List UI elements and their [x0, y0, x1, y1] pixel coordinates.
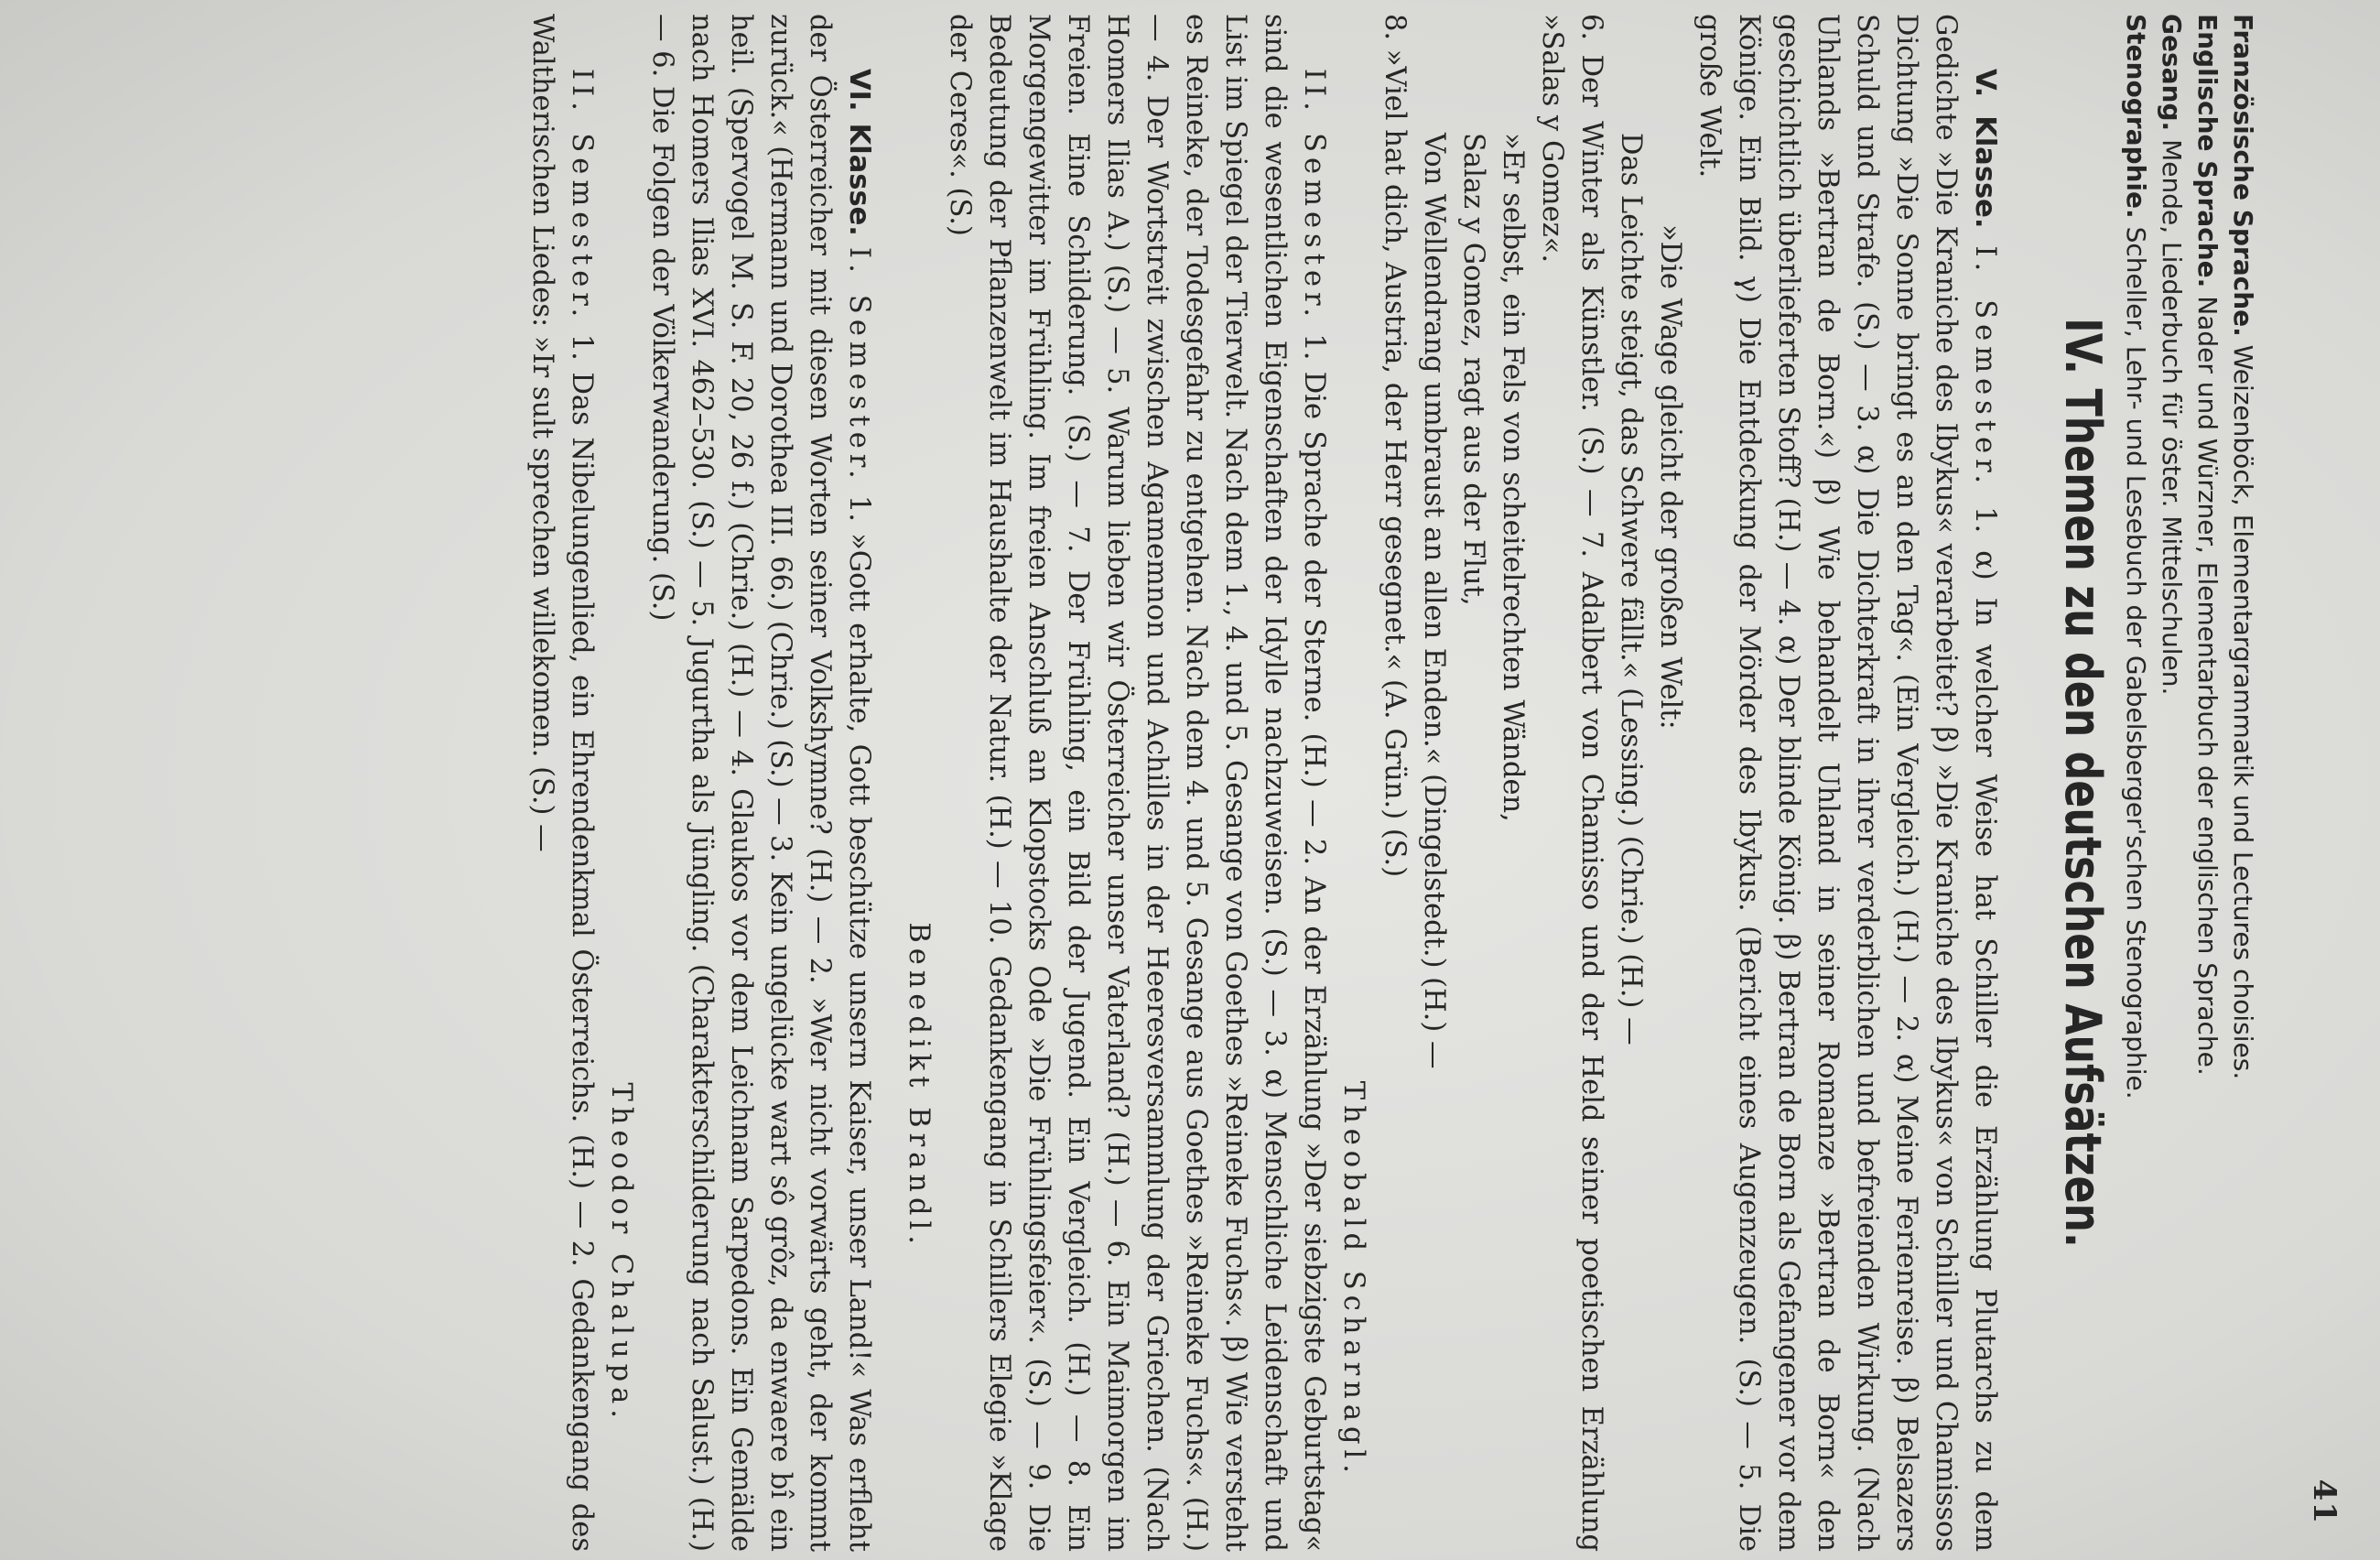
quote-line: Von Wellendrang umbraust an allen Enden.« (Dingelstedt.) (H.) —: [1418, 133, 1450, 1069]
topics-text: 8. »Viel hat dich, Austria, der Herr gesegnet.« (A. Grün.) (S.): [1379, 14, 1411, 878]
topics-text: 1. »Gott erhalte, Gott beschütze unsern Kaiser, unser Land!« Was erfleht der Österreicher mit diesen Worten seiner Volkshymne? (H.) — 2. »Wer nicht vorwärts geht, der kommt zurück.« (Hermann und Dorothea III. 66.) (Chrie.) (S.) — 3. Kein ungelücke wart sô grôz, da enwaere bî ein heil. (Spervogel M. S. F. 20, 26 f.) (Chrie.) (H.) — 4. Glaukos vor dem Leichnam Sarpedons. Ein Gemälde nach Homers Ilias XVI. 462–530. (S.) — 5. Jugurtha als Jüngling. (Charakterschilderung nach Salust.) (H.) — 6. Die Folgen der Völkerwanderung. (S.): [646, 14, 875, 1552]
quote-line: Das Leichte steigt, das Schwere fällt.« (Lessing.) (Chrie.) (H.) —: [1615, 133, 1647, 1045]
subject-name: Englische Sprache.: [2192, 14, 2223, 288]
essay-topics: [523, 14, 2005, 1552]
semester-label: I. Semester.: [1969, 245, 2001, 490]
subject-text: Mende, Liederbuch für öster. Mittelschulen.: [2157, 139, 2187, 696]
author-signature: Theobald Scharnagl.: [1337, 1080, 1369, 1479]
klasse-vi-semester-2: [523, 14, 601, 1552]
class-label: V. Klasse.: [1969, 69, 2001, 229]
list-item: [2154, 14, 2190, 1533]
author-signature: Benedikt Brandl.: [903, 922, 935, 1250]
author-signature: Theodor Chalupa.: [605, 1082, 637, 1424]
class-label: VI. Klasse.: [843, 69, 875, 236]
semester-label: II. Semester.: [1298, 69, 1330, 322]
subject-text: Scheller, Lehr- und Lesebuch der Gabelsberger'schen Stenographie.: [2121, 226, 2151, 1100]
subject-name: Französische Sprache.: [2228, 14, 2258, 337]
quote-line: »Er selbst, ein Fels von scheitelrechten Wänden,: [1497, 133, 1529, 822]
topics-text: 1. α) In welcher Weise hat Schiller die Erzählung Plutarchs zu dem Gedichte »Die Kraniche des Ibykus« verarbeitet? β) »Die Kraniche des Ibykus« von Schiller und Chamissos Dichtung »Die Sonne bringt es an den Tag«. (Ein Vergleich.) (H.) — 2. α) Meine Ferienreise. β) Belsazers Schuld und Strafe. (S.) — 3. α) Die Dichterkraft in ihrer verderblichen und befreienden Wirkung. (Nach Uhlands »Bertran de Born.«) β) Wie behandelt Uhland in seiner Romanze »Bertran de Born« den geschichtlich überlieferten Stoff? (H.) — 4. α) Der blinde König. β) Bertran de Born als Gefangener vor dem Könige. Ein Bild. γ) Die Entdeckung der Mörder des Ibykus. (Bericht eines Augenzeugen. (S.) — 5. Die große Welt.: [1693, 14, 2001, 1552]
subject-text: Nader und Würzner, Elementarbuch der englischen Sprache.: [2192, 296, 2223, 1076]
semester-label: II. Semester.: [566, 69, 598, 323]
subject-name: Stenographie.: [2121, 14, 2151, 219]
semester-label: I. Semester.: [843, 247, 875, 484]
topics-text: 1. Das Nibelungenlied, ein Ehrendenkmal Österreichs. (H.) — 2. Gedankengang des Waltherischen Liedes: »Ir sult sprechen willekomen. (S.) —: [526, 14, 598, 1552]
topics-text: 1. Die Sprache der Sterne. (H.) — 2. An der Erzählung »Der siebzigste Geburtstag« sind die wesentlichen Eigenschaften der Idylle nachzuweisen. (S.) — 3. α) Menschliche Leidenschaft und List im Spiegel der Tierwelt. Nach dem 1., 4. und 5. Gesange von Goethes »Reineke Fuchs«. β) Wie versteht es Reineke, der Todesgefahr zu entgehen. Nach dem 4. und 5. Gesange aus Goethes »Reineke Fuchs«. (H.) — 4. Der Wortstreit zwischen Agamemnon und Achilles in der Heeresversammlung der Griechen. (Nach Homers Ilias A.) (S.) — 5. Warum lieben wir Österreicher unser Vaterland? (H.) — 6. Ein Maimorgen im Freien. Eine Schilderung. (S.) — 7. Der Frühling, ein Bild der Jugend. Ein Vergleich. (H.) — 8. Ein Morgengewitter im Frühling. Im freien Anschluß an Klopstocks Ode »Die Frühlingsfeier«. (S.) — 9. Die Bedeutung der Pflanzenwelt im Haushalte der Natur. (H.) — 10. Gedankengang in Schillers Elegie »Klage der Ceres«. (S.): [944, 14, 1330, 1552]
textbook-list: [2118, 14, 2261, 1533]
klasse-v-semester-2: [940, 14, 1334, 1552]
page-number: 41: [2306, 1479, 2342, 1524]
klasse-vi-semester-1: [643, 14, 879, 1552]
list-item: [2190, 14, 2225, 1533]
list-item: [2118, 14, 2154, 1533]
subject-text: Weizenböck, Elementargrammatik und Lectures choisies.: [2228, 344, 2258, 1080]
spacer: [879, 14, 899, 1552]
subject-name: Gesang.: [2157, 14, 2187, 132]
quote-line: »Die Wage gleicht der großen Welt:: [1654, 224, 1686, 730]
page-content: [55, 14, 2343, 1552]
quote-line: Salaz y Gomez, ragt aus der Flut,: [1457, 133, 1489, 606]
section-heading: IV. Themen zu den deutschen Aufsätzen.: [2054, 318, 2112, 1248]
list-item: [2225, 14, 2261, 1533]
topics-text: 6. Der Winter als Künstler. (S.) — 7. Adalbert von Chamisso und der Held seiner poetischen Erzählung »Salas y Gomez«.: [1536, 14, 1607, 1552]
klasse-v-semester-1: [1690, 14, 2005, 1552]
